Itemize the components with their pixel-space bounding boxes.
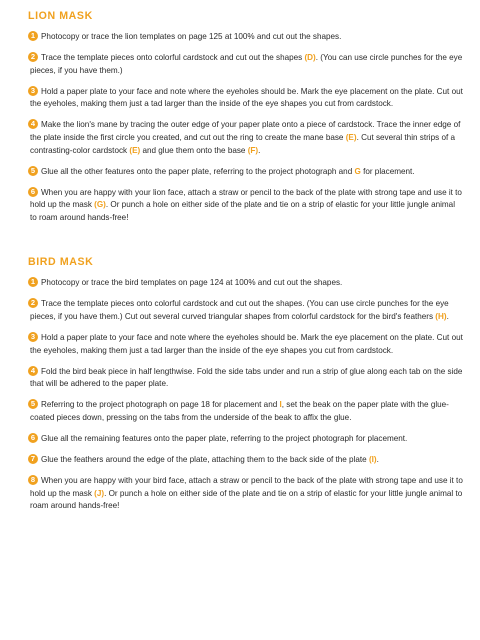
step-number-badge: 6 <box>28 187 38 197</box>
step-number-badge: 2 <box>28 52 38 62</box>
bird-step-8 <box>30 475 464 513</box>
bird-step-3 <box>30 332 464 357</box>
bird-mask-heading: BIRD MASK <box>28 256 94 269</box>
step-text: . <box>446 311 449 321</box>
step-number-badge: 5 <box>28 166 38 176</box>
lion-steps-list <box>30 31 464 225</box>
step-text: Hold a paper plate to your face and note where the eyeholes should be. Mark the eye placement on the plate. Cut out the eyeholes, making them just a tad larger than the inside of the eye shapes you cut from cardstock. <box>30 332 463 355</box>
bird-step-6 <box>30 433 464 446</box>
step-text: . Cut several thin strips of a contrasting-color cardstock <box>30 133 456 155</box>
step-number-badge: 1 <box>28 277 38 287</box>
step-text: . Or punch a hole on either side of the plate and tie on a strip of elastic for your little jungle animal to roam around hands-free! <box>30 200 456 223</box>
bird-step-5 <box>30 399 464 424</box>
step-text: . (You can use circle punches for the eye pieces, if you have them.) <box>30 53 463 75</box>
step-number-badge: 4 <box>28 119 38 129</box>
step-text: . <box>376 455 379 465</box>
photo-reference: I <box>279 400 282 410</box>
lion-step-2 <box>30 52 464 77</box>
step-text: for placement. <box>360 166 415 176</box>
lion-step-5 <box>30 166 464 179</box>
photo-reference: (F) <box>247 145 259 155</box>
bird-step-1 <box>30 277 464 290</box>
step-text: Trace the template pieces onto colorful cardstock and cut out the shapes <box>41 53 305 63</box>
step-text: When you are happy with your bird face, attach a straw or pencil to the back of the plate with strong tape and use it to hold up the mask <box>30 476 463 498</box>
step-number-badge: 6 <box>28 433 38 443</box>
photo-reference: G <box>354 166 361 176</box>
lion-step-1 <box>30 31 464 44</box>
lion-step-3 <box>30 86 464 111</box>
step-number-badge: 4 <box>28 366 38 376</box>
step-text: and glue them onto the base <box>140 145 248 155</box>
step-text: Referring to the project photograph on page 18 for placement and <box>41 400 280 410</box>
step-number-badge: 3 <box>28 332 38 342</box>
lion-step-6 <box>30 187 464 225</box>
step-text: Fold the bird beak piece in half lengthwise. Fold the side tabs under and run a strip of glue along each tab on the side that will be adhered to the paper plate. <box>30 366 463 389</box>
step-number-badge: 3 <box>28 86 38 96</box>
step-number-badge: 7 <box>28 454 38 464</box>
step-text: Make the lion's mane by tracing the outer edge of your paper plate onto a piece of cardstock. Trace the inner edge of the plate inside the first circle you created, and cut out the ring to create the mane base <box>30 120 461 143</box>
step-text: . <box>258 145 261 155</box>
bird-step-4 <box>30 366 464 391</box>
step-text: Glue the feathers around the edge of the plate, attaching them to the back side of the plate <box>41 455 369 465</box>
photo-reference: (J) <box>94 488 105 498</box>
photo-reference: (G) <box>94 200 106 210</box>
step-text: Photocopy or trace the bird templates on page 124 at 100% and cut out the shapes. <box>41 278 343 288</box>
step-text: Glue all the remaining features onto the paper plate, referring to the project photograph for placement. <box>41 433 408 443</box>
step-text: . Or punch a hole on either side of the plate and tie on a strip of elastic for your little jungle animal to roam around hands-free! <box>30 488 463 511</box>
section-gap <box>30 233 464 256</box>
step-number-badge: 5 <box>28 399 38 409</box>
bird-step-2 <box>30 298 464 323</box>
step-text: Photocopy or trace the lion templates on page 125 at 100% and cut out the shapes. <box>41 32 342 41</box>
lion-step-4 <box>30 119 464 157</box>
photo-reference: (I) <box>368 455 377 465</box>
photo-reference: (E) <box>345 133 357 143</box>
step-text: Glue all the other features onto the paper plate, referring to the project photograph and <box>41 166 355 176</box>
step-text: Hold a paper plate to your face and note where the eyeholes should be. Mark the eye placement on the plate. Cut out the eyeholes, making them just a tad larger than the inside of the eye shapes you cut from cardstock. <box>30 86 463 109</box>
step-number-badge: 2 <box>28 298 38 308</box>
lion-mask-heading: LION MASK <box>28 10 93 22</box>
photo-reference: (H) <box>435 311 447 321</box>
step-text: , set the beak on the paper plate with the glue-coated pieces down, pressing on the tabs from the underside of the beak to affix the glue. <box>30 400 449 422</box>
bird-steps-list <box>30 277 464 513</box>
step-number-badge: 1 <box>28 31 38 41</box>
photo-reference: (E) <box>129 145 141 155</box>
step-number-badge: 8 <box>28 475 38 485</box>
step-text: When you are happy with your lion face, attach a straw or pencil to the back of the plate with strong tape and use it to hold up the mask <box>30 187 462 210</box>
photo-reference: (D) <box>304 53 316 63</box>
bird-step-7 <box>30 454 464 467</box>
step-text: Trace the template pieces onto colorful cardstock and cut out the shapes. (You can use circle punches for the eye pieces, if you have them.) Cut out several curved triangular shapes from colorful cardstock for the bird's feathers <box>30 299 449 321</box>
